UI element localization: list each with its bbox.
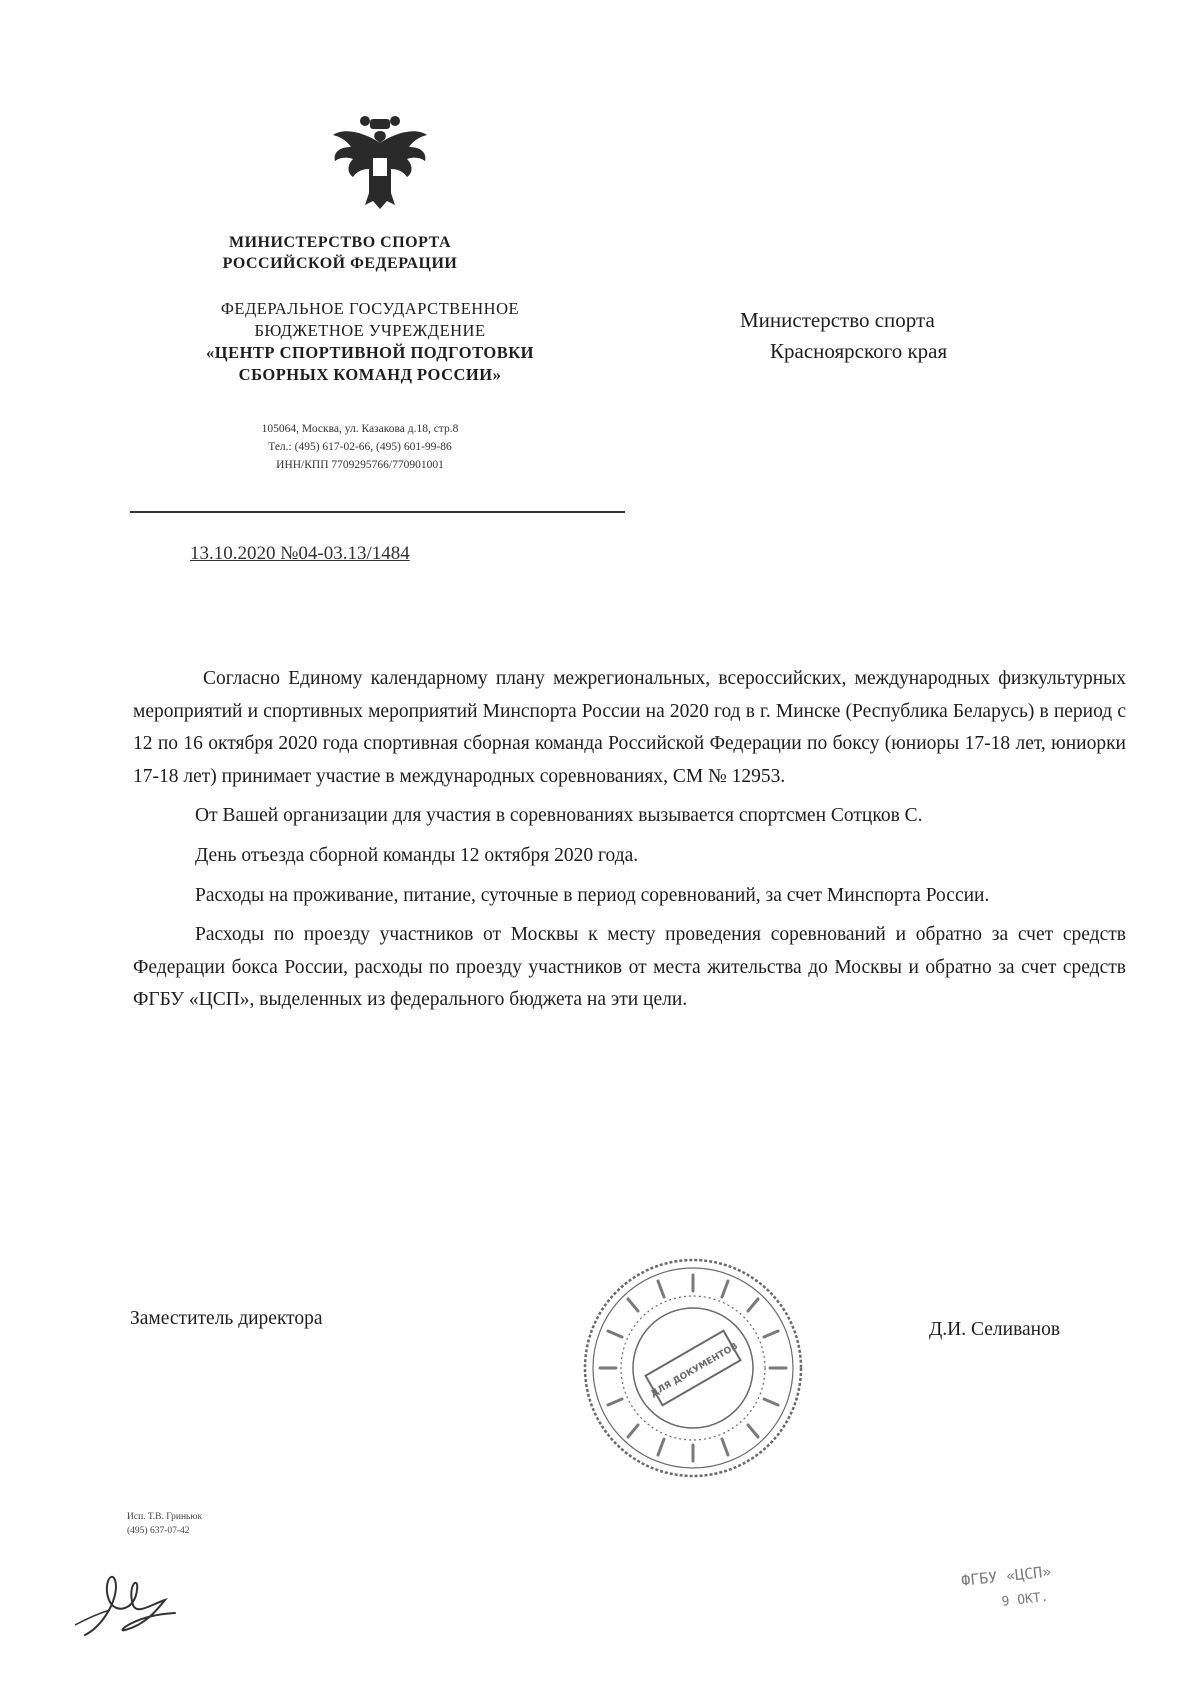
ministry-line-2: РОССИЙСКОЙ ФЕДЕРАЦИИ: [222, 255, 458, 272]
receipt-line-2: 9 ОКТ.: [1000, 1589, 1050, 1610]
recipient-line-2: Красноярского края: [770, 339, 948, 363]
ministry-line-1: МИНИСТЕРСТВО СПОРТА: [229, 234, 451, 251]
receipt-stamp: [960, 1557, 1095, 1612]
org-phone: Тел.: (495) 617-02-66, (495) 601-99-86: [268, 441, 452, 453]
official-seal-stamp: [578, 1253, 808, 1483]
paragraph-2: От Вашей организации для участия в соревнованиях вызывается спортсмен Сотцков С.: [195, 805, 923, 827]
registration-number: 13.10.2020 №04-03.13/1484: [190, 543, 410, 564]
letter-body: [133, 663, 1126, 1024]
paragraph-1: Согласно Единому календарному плану межрегиональных, всероссийских, международных физкультурных мероприятий и спортивных мероприятий Минспорта России на 2020 год в г. Минске (Республика Беларусь) в период с 12 по 16 октября 2020 года спортивная сборная команда Российской Федерации по боксу (юниоры 17-18 лет, юниорки 17-18 лет) принимает участие в международных соревнованиях, СМ № 12953.: [133, 668, 1126, 787]
header-divider: [130, 511, 625, 513]
org-inn: ИНН/КПП 7709295766/770901001: [276, 459, 444, 471]
organization-header: [160, 298, 580, 386]
paragraph-3: День отъезда сборной команды 12 октября 2020 года.: [195, 844, 639, 866]
organization-contacts: [170, 420, 550, 474]
receipt-line-1: ФГБУ «ЦСП»: [960, 1562, 1053, 1590]
paragraph-5: Расходы по проезду участников от Москвы к месту проведения соревнований и обратно за счет средств Федерации бокса России, расходы по проезду участников от места жительства до Москвы и обратно за счет средств ФГБУ «ЦСП», выделенных из федерального бюджета на эти цели.: [133, 924, 1126, 1011]
executor-name: Исп. Т.В. Гриньюк: [127, 1512, 203, 1522]
recipient-line-1: Министерство спорта: [740, 308, 935, 332]
executor-info: [127, 1510, 202, 1538]
signatory-title: Заместитель директора: [130, 1308, 323, 1329]
org-line-1: ФЕДЕРАЛЬНОЕ ГОСУДАРСТВЕННОЕ: [220, 299, 520, 318]
coat-of-arms-emblem: [325, 113, 435, 213]
seal-center-text: ДЛЯ ДОКУМЕНТОВ: [649, 1341, 740, 1400]
signatory-name: Д.И. Селиванов: [929, 1319, 1061, 1340]
org-line-3: «ЦЕНТР СПОРТИВНОЙ ПОДГОТОВКИ: [205, 343, 534, 362]
paragraph-4: Расходы на проживание, питание, суточные в период соревнований, за счет Минспорта России.: [195, 884, 990, 906]
org-address: 105064, Москва, ул. Казакова д.18, стр.8: [261, 423, 459, 435]
org-line-2: БЮДЖЕТНОЕ УЧРЕЖДЕНИЕ: [254, 321, 486, 340]
org-line-4: СБОРНЫХ КОМАНД РОССИИ»: [238, 365, 502, 384]
ministry-header: [150, 232, 530, 274]
handwritten-signature: [65, 1555, 185, 1645]
executor-phone: (495) 637-07-42: [127, 1526, 190, 1536]
recipient-block: [740, 305, 1040, 367]
